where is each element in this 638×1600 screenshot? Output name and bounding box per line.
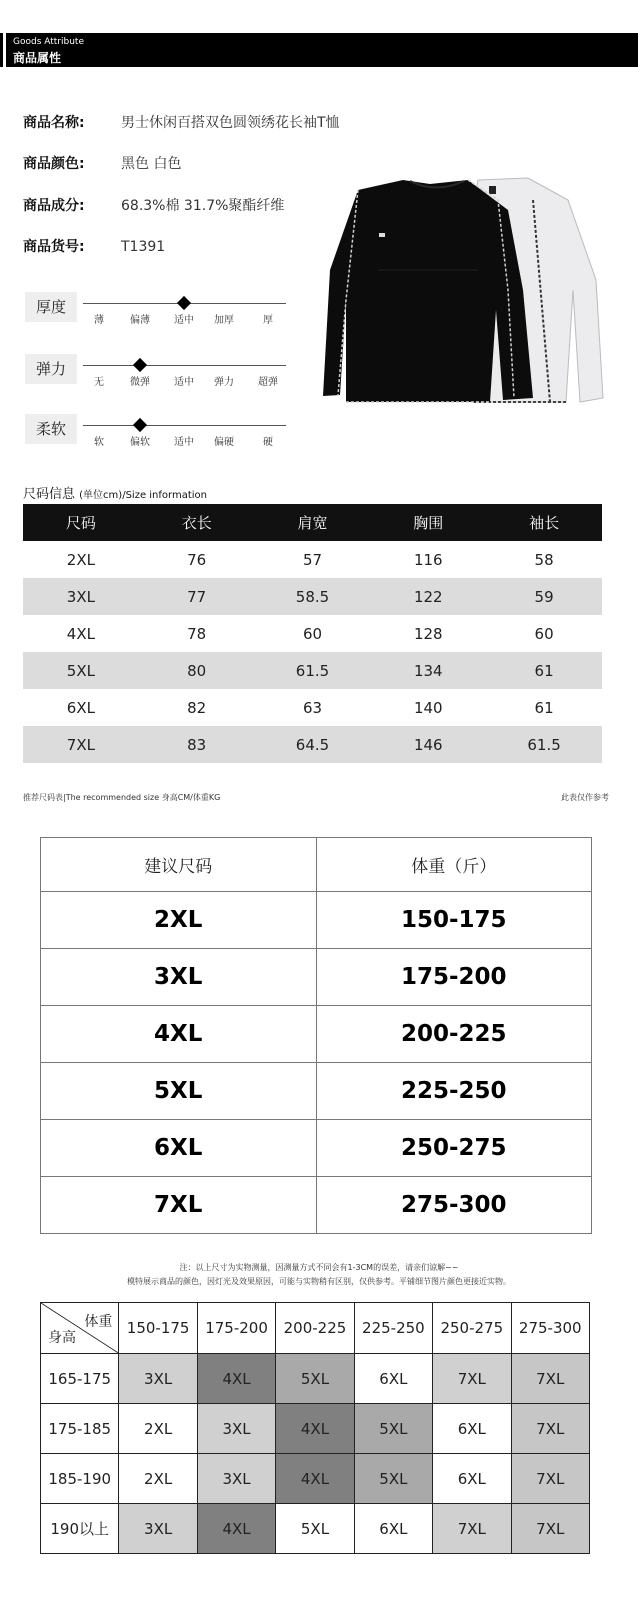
- reference-note: 此表仅作参考: [561, 793, 609, 802]
- table-cell: 80: [139, 652, 255, 689]
- table-cell: 76: [187, 550, 207, 569]
- weight-header: 275-300: [511, 1303, 589, 1354]
- table-cell: 64.5: [255, 726, 371, 763]
- size-cell: 7XL: [433, 1354, 511, 1404]
- table-cell: 59: [486, 578, 602, 615]
- table-row: [23, 689, 602, 726]
- slider-option-label: 偏软: [130, 437, 150, 448]
- slider-option-label: 硬: [263, 437, 273, 448]
- table-cell: 134: [370, 652, 486, 689]
- table-cell: 61.5: [255, 652, 371, 689]
- table-cell: 60: [302, 624, 323, 643]
- slider-option-label: 厚: [263, 315, 273, 326]
- size-cell: 2XL: [119, 1404, 197, 1454]
- slider-option-label: 适中: [174, 315, 194, 326]
- table-cell: 3XL: [23, 578, 139, 615]
- slider-name-0: 厚度: [25, 292, 77, 322]
- table-cell: 175-200: [316, 949, 592, 1006]
- table-row: [23, 615, 602, 652]
- slider-option-label: 超弹: [258, 377, 278, 388]
- size-cell: 4XL: [276, 1404, 354, 1454]
- attr-value: T1391: [121, 239, 166, 255]
- slider-marker-icon: [133, 418, 147, 432]
- table-row: [23, 578, 602, 615]
- slider-option-label: 薄: [94, 315, 104, 326]
- table-row: [41, 1354, 590, 1404]
- table-cell: 78: [187, 624, 207, 643]
- table-cell: 250-275: [316, 1120, 592, 1177]
- table-cell: 200-225: [316, 1006, 592, 1063]
- attr-label: 商品颜色:: [23, 156, 85, 172]
- table-row: [23, 652, 602, 689]
- slider-marker-icon: [177, 296, 191, 310]
- column-header: 袖长: [486, 504, 602, 541]
- table-cell: 225-250: [316, 1063, 592, 1120]
- table-cell: 61: [486, 652, 602, 689]
- attr-product-sku: [23, 237, 165, 257]
- attr-value: 黑色 白色: [121, 156, 182, 172]
- column-header: 建议尺码: [41, 838, 317, 892]
- size-cell: 5XL: [276, 1504, 354, 1554]
- table-cell: 61.5: [486, 726, 602, 763]
- slider-option-label: 微弹: [130, 377, 150, 388]
- size-cell: 7XL: [511, 1504, 589, 1554]
- weight-header: 150-175: [119, 1303, 197, 1354]
- color-note: 模特展示商品的颜色，因灯光及效果原因，可能与实物稍有区别，仅供参考。平铺细节图片颜色更接近实物。: [127, 1277, 511, 1286]
- size-info-title-text: 尺码信息: [23, 487, 76, 502]
- column-header: 尺码: [23, 504, 139, 541]
- size-cell: 5XL: [276, 1354, 354, 1404]
- size-cell: 7XL: [511, 1354, 589, 1404]
- table-cell: 116: [413, 550, 443, 569]
- table-cell: 58.5: [255, 578, 371, 615]
- table-cell: 82: [187, 698, 207, 717]
- attr-value: 68.3%棉 31.7%聚酯纤维: [121, 198, 285, 214]
- size-cell: 6XL: [354, 1504, 432, 1554]
- table-cell: 57: [302, 550, 323, 569]
- size-cell: 7XL: [511, 1454, 589, 1504]
- table-cell: 7XL: [41, 1177, 317, 1234]
- attr-value: 男士休闲百搭双色圆领绣花长袖T恤: [121, 115, 340, 131]
- size-info-table: [23, 504, 602, 763]
- weight-header: 175-200: [197, 1303, 275, 1354]
- recommended-size-table: [40, 837, 592, 1234]
- size-cell: 2XL: [119, 1454, 197, 1504]
- slider-option-label: 加厚: [214, 315, 234, 326]
- height-label: 165-175: [41, 1354, 119, 1404]
- size-cell: 6XL: [433, 1454, 511, 1504]
- table-cell: 61: [534, 698, 554, 717]
- table-cell: 5XL: [41, 1063, 317, 1120]
- corner-height-label: 身高: [48, 1330, 76, 1346]
- table-cell: 128: [413, 624, 443, 643]
- table-header-row: [23, 504, 602, 541]
- size-cell: 3XL: [119, 1504, 197, 1554]
- attr-label: 商品名称:: [23, 115, 85, 131]
- attr-product-name: [23, 113, 340, 133]
- slider-option-label: 软: [94, 437, 104, 448]
- attr-product-color: [23, 154, 181, 174]
- size-cell: 5XL: [354, 1454, 432, 1504]
- slider-option-label: 无: [94, 377, 104, 388]
- height-label: 185-190: [41, 1454, 119, 1504]
- column-header: 肩宽: [255, 504, 371, 541]
- height-label: 190以上: [41, 1504, 119, 1554]
- table-cell: 122: [370, 578, 486, 615]
- slider-option-label: 偏硬: [214, 437, 234, 448]
- recommend-caption: 推荐尺码表|The recommended size 身高CM/体重KG: [23, 793, 221, 802]
- table-cell: 2XL: [41, 892, 317, 949]
- attr-label: 商品成分:: [23, 198, 85, 214]
- table-row: [41, 1177, 592, 1234]
- table-cell: 146: [370, 726, 486, 763]
- table-cell: 3XL: [41, 949, 317, 1006]
- attr-product-material: [23, 196, 284, 216]
- table-header-row: [41, 1303, 590, 1354]
- slider-name-2: 柔软: [25, 414, 77, 444]
- column-header: 衣长: [139, 504, 255, 541]
- height-weight-matrix: [40, 1302, 590, 1554]
- measurement-note: 注：以上尺寸为实物测量，因测量方式不同会有1-3CM的误差，请亲们谅解~~: [179, 1263, 459, 1272]
- table-row: [41, 1063, 592, 1120]
- table-cell: 4XL: [41, 1006, 317, 1063]
- table-row: [41, 1404, 590, 1454]
- table-row: [41, 1006, 592, 1063]
- table-cell: 4XL: [66, 624, 95, 643]
- header-title-en: Goods Attribute: [13, 37, 84, 47]
- attr-label: 商品货号:: [23, 239, 85, 255]
- slider-option-label: 适中: [174, 377, 194, 388]
- slider-marker-icon: [133, 358, 147, 372]
- tshirt-product-image: [318, 170, 618, 415]
- table-row: [41, 1454, 590, 1504]
- slider-track: [83, 365, 286, 366]
- size-cell: 4XL: [197, 1354, 275, 1404]
- slider-option-label: 适中: [174, 437, 194, 448]
- height-label: 175-185: [41, 1404, 119, 1454]
- size-cell: 3XL: [197, 1404, 275, 1454]
- table-cell: 83: [139, 726, 255, 763]
- table-cell: 5XL: [23, 652, 139, 689]
- corner-weight-label: 体重: [84, 1314, 113, 1330]
- size-cell: 4XL: [197, 1504, 275, 1554]
- size-cell: 7XL: [433, 1504, 511, 1554]
- table-cell: 63: [302, 698, 323, 717]
- table-row: [23, 726, 602, 763]
- size-cell: 3XL: [197, 1454, 275, 1504]
- table-cell: 60: [534, 624, 554, 643]
- slider-track: [83, 425, 286, 426]
- column-header: 体重（斤）: [316, 838, 592, 892]
- size-cell: 6XL: [433, 1404, 511, 1454]
- table-row: [41, 1120, 592, 1177]
- table-cell: 140: [413, 698, 443, 717]
- table-cell: 2XL: [66, 550, 95, 569]
- size-cell: 4XL: [276, 1454, 354, 1504]
- slider-option-label: 偏薄: [130, 315, 150, 326]
- table-row: [41, 949, 592, 1006]
- table-cell: 6XL: [66, 698, 95, 717]
- size-cell: 6XL: [354, 1354, 432, 1404]
- slider-option-label: 弹力: [214, 377, 234, 388]
- size-cell: 7XL: [511, 1404, 589, 1454]
- size-info-title: [23, 483, 207, 502]
- table-row: [41, 892, 592, 949]
- table-cell: 77: [139, 578, 255, 615]
- table-cell: 150-175: [316, 892, 592, 949]
- table-cell: 275-300: [316, 1177, 592, 1234]
- weight-header: 225-250: [354, 1303, 432, 1354]
- header-accent-bar: [3, 33, 6, 67]
- size-cell: 5XL: [354, 1404, 432, 1454]
- corner-cell: [41, 1303, 119, 1354]
- table-header-row: [41, 838, 592, 892]
- table-cell: 58: [534, 550, 554, 569]
- weight-header: 250-275: [433, 1303, 511, 1354]
- header-title-zh: 商品属性: [13, 51, 62, 65]
- slider-name-1: 弹力: [25, 354, 77, 384]
- section-header: [0, 33, 638, 67]
- size-cell: 3XL: [119, 1354, 197, 1404]
- weight-header: 200-225: [276, 1303, 354, 1354]
- table-row: [23, 541, 602, 578]
- table-cell: 7XL: [23, 726, 139, 763]
- column-header: 胸围: [370, 504, 486, 541]
- size-info-unit: (单位cm)/Size information: [79, 490, 207, 501]
- table-cell: 6XL: [41, 1120, 317, 1177]
- table-row: [41, 1504, 590, 1554]
